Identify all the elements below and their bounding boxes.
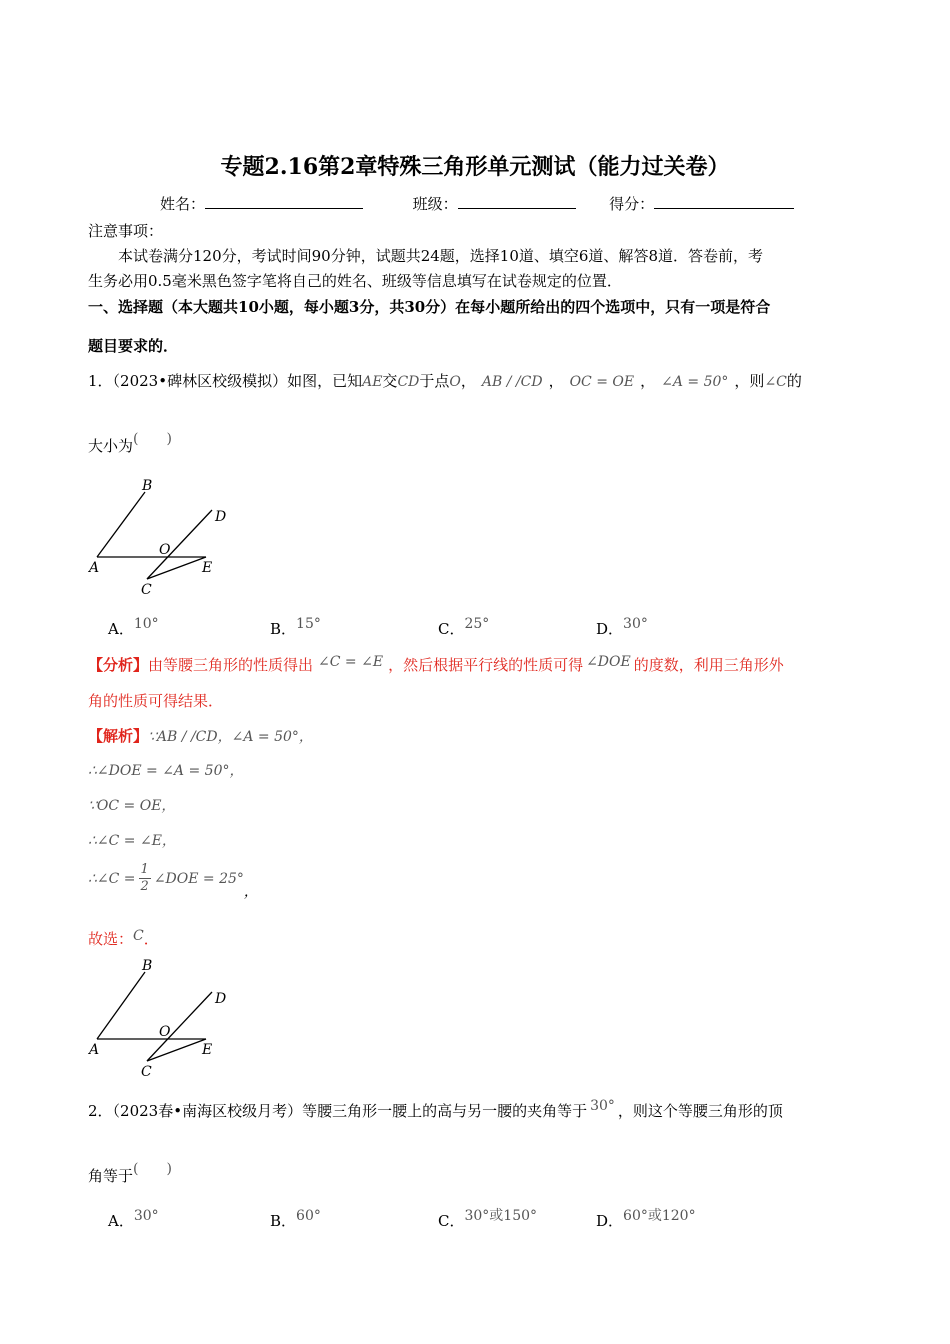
- question-number: 1．: [88, 372, 113, 390]
- label-a: A: [89, 560, 100, 576]
- question-2-line-1: 2．（2023春•南海区校级月考）等腰三角形一腰上的高与另一腰的夹角等于 30° ，则这个等腰三角形的顶: [88, 1098, 783, 1120]
- notice-heading: 注意事项：: [88, 222, 164, 240]
- class-field[interactable]: [458, 194, 576, 209]
- question-2-line-2: 角等于( ): [88, 1161, 172, 1185]
- solution-line-3: ∵OC = OE，: [88, 798, 176, 814]
- fraction-one-half: $\frac{1}{2}$: [140, 862, 149, 894]
- answer-paren: ( ): [133, 1161, 172, 1177]
- option-d[interactable]: D．30°: [596, 616, 648, 638]
- question-number: 2．: [88, 1102, 113, 1120]
- analysis-line-2: 角的性质可得结果．: [88, 692, 224, 710]
- option-b[interactable]: B．60°: [270, 1208, 321, 1230]
- label-c: C: [141, 582, 152, 598]
- geometry-figure-2: [86, 955, 246, 1080]
- score-label: 得分：: [609, 195, 655, 213]
- answer-paren: ( ): [133, 431, 172, 447]
- label-a: A: [89, 1042, 100, 1058]
- score-field[interactable]: [654, 194, 794, 209]
- answer-line: 故选：C．: [88, 928, 159, 948]
- label-d: D: [215, 509, 227, 525]
- analysis-line-1: 【分析】由等腰三角形的性质得出 ∠C = ∠E ，然后根据平行线的性质可得 ∠DOE 的度数，利用三角形外: [88, 654, 784, 674]
- option-c[interactable]: C．30°或150°: [438, 1208, 538, 1230]
- solution-line-5: ∴∠C = $\frac{1}{2}$ ∠DOE = 25° ，: [88, 862, 258, 900]
- option-d[interactable]: D．60°或120°: [596, 1208, 696, 1230]
- solution-line-1: 【解析】∵AB / /CD，∠A = 50°，: [88, 727, 313, 745]
- question-1-line-1: 1．（2023•碑林区校级模拟）如图，已知AE交CD于点O， AB / /CD ， OC = OE ， ∠A = 50° ，则∠C的: [88, 372, 802, 390]
- option-a[interactable]: A．10°: [108, 616, 159, 638]
- section-heading-line-2: 题目要求的．: [88, 337, 179, 355]
- label-b: B: [142, 958, 153, 974]
- label-e: E: [202, 560, 213, 576]
- geometry-figure-1: [86, 475, 246, 600]
- solution-line-4: ∴∠C = ∠E，: [88, 833, 176, 849]
- section-heading-line-1: 一、选择题（本大题共10小题，每小题3分，共30分）在每小题所给出的四个选项中，只有一项是符合: [88, 298, 771, 316]
- option-b[interactable]: B．15°: [270, 616, 321, 638]
- solution-line-2: ∴∠DOE = ∠A = 50°，: [88, 763, 244, 779]
- name-label: 姓名：: [160, 195, 206, 213]
- name-field[interactable]: [205, 194, 363, 209]
- segment-ce: [147, 1039, 206, 1061]
- label-b: B: [142, 478, 153, 494]
- label-o: O: [159, 1024, 171, 1040]
- analysis-tag: 【分析】: [88, 656, 149, 674]
- segment-ab: [97, 972, 145, 1039]
- label-c: C: [141, 1064, 152, 1080]
- notice-line-1: 本试卷满分120分，考试时间90分钟，试题共24题，选择10道、填空6道、解答8道．答卷前，考: [118, 247, 763, 265]
- question-1-line-2: 大小为( ): [88, 431, 172, 455]
- solution-tag: 【解析】: [88, 727, 149, 745]
- option-a[interactable]: A．30°: [108, 1208, 159, 1230]
- label-e: E: [202, 1042, 213, 1058]
- segment-ce: [147, 557, 206, 579]
- class-label: 班级：: [412, 195, 458, 213]
- option-c[interactable]: C．25°: [438, 616, 490, 638]
- segment-ab: [97, 492, 145, 557]
- student-info-fields: [160, 193, 794, 214]
- page-title: 专题2.16第2章特殊三角形单元测试（能力过关卷）: [220, 154, 730, 180]
- label-d: D: [215, 991, 227, 1007]
- notice-line-2: 生务必用0.5毫米黑色签字笔将自己的姓名、班级等信息填写在试卷规定的位置．: [88, 272, 622, 290]
- label-o: O: [159, 542, 171, 558]
